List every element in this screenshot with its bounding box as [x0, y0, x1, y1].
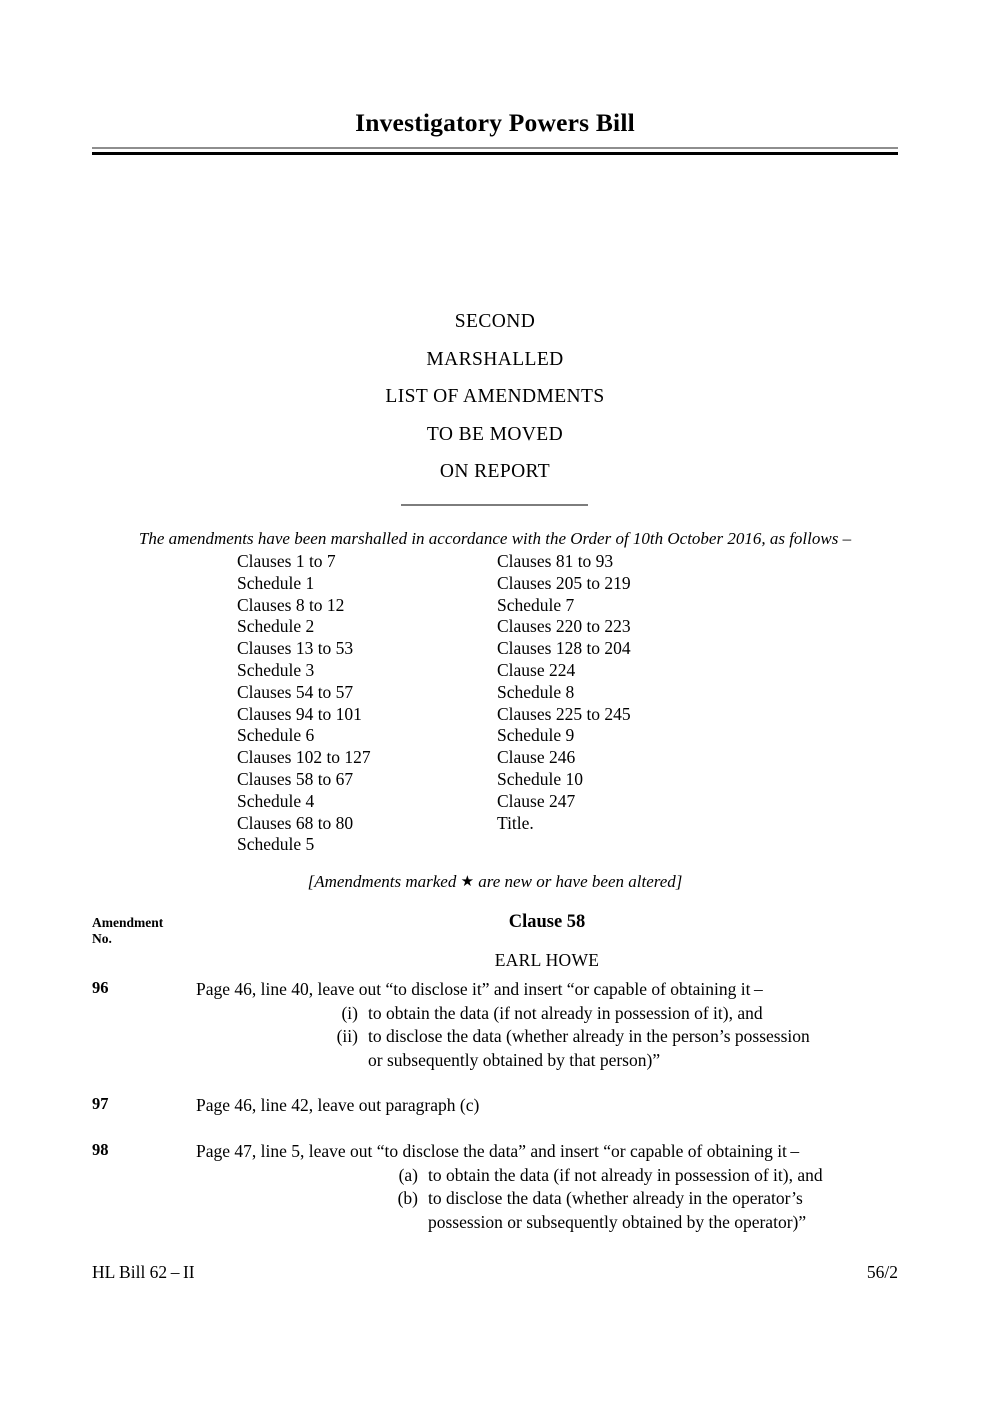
clause-entry: Schedule 3 — [237, 659, 315, 680]
amendment-no-column-label — [92, 915, 163, 946]
heading-line-list-of-amendments: LIST OF AMENDMENTS — [385, 386, 605, 408]
clause-entry: Clauses 58 to 67 — [237, 768, 354, 789]
clause-entry: Clause 247 — [497, 790, 576, 811]
amendment-no-label-line1: Amendment — [92, 915, 164, 930]
clause-entry: Clauses 81 to 93 — [497, 551, 614, 571]
sub-item-marker: (a) — [398, 1164, 418, 1185]
clause-entry: Schedule 10 — [497, 768, 584, 789]
amendment-entry — [0, 1140, 991, 1234]
clause-entry: Clauses 128 to 204 — [497, 638, 631, 659]
amendment-sub-list — [196, 1002, 898, 1073]
amendment-lead-text: Page 47, line 5, leave out “to disclose the data” and insert “or capable of obtaining it – — [196, 1140, 800, 1161]
clause-entry: Clauses 1 to 7 — [237, 551, 336, 571]
clause-entry: Clauses 220 to 223 — [497, 616, 631, 637]
star-note-prefix: [Amendments marked — [307, 872, 461, 891]
clause-entry: Schedule 7 — [497, 594, 575, 615]
amendment-spacer — [0, 1072, 991, 1094]
clause-entry: Clause 246 — [497, 747, 576, 768]
heading-line-to-be-moved: TO BE MOVED — [426, 423, 564, 445]
star-icon: ★ — [460, 874, 475, 890]
clause-entry: Clauses 68 to 80 — [237, 812, 354, 833]
amendments-list — [0, 978, 991, 1234]
sub-item-text: to obtain the data (if not already in possession of it), and — [428, 1164, 823, 1185]
star-note-suffix: are new or have been altered] — [474, 872, 683, 891]
amendment-lead-text: Page 46, line 42, leave out paragraph (c) — [196, 1095, 480, 1116]
marshalling-note: The amendments have been marshalled in accordance with the Order of 10th October 2016, as follows – — [138, 529, 852, 548]
amendment-sub-item — [196, 1025, 898, 1072]
title-rule-lower — [92, 152, 898, 155]
amendment-body — [196, 978, 898, 1072]
heading-line-second: SECOND — [454, 311, 536, 332]
amendment-lead-text: Page 46, line 40, leave out “to disclose it” and insert “or capable of obtaining it – — [196, 979, 763, 999]
clause-entry: Clauses 102 to 127 — [237, 747, 371, 768]
amendment-mover-name: EARL HOWE — [494, 950, 600, 970]
heading-line-marshalled: MARSHALLED — [426, 348, 564, 370]
sub-item-text: or subsequently obtained by that person)” — [368, 1049, 661, 1070]
clause-column-left — [237, 551, 371, 856]
amendment-sub-item — [196, 1164, 898, 1188]
sub-item-marker: (b) — [397, 1188, 418, 1209]
clause-column-right — [497, 551, 631, 834]
clause-entry: Clause 224 — [497, 659, 576, 680]
clause-entry: Schedule 4 — [237, 790, 315, 811]
clause-section-heading: Clause 58 — [508, 912, 586, 932]
heading-line-on-report: ON REPORT — [439, 461, 551, 483]
sub-item-text: possession or subsequently obtained by the operator)” — [428, 1211, 807, 1232]
clause-entry: Schedule 1 — [237, 572, 315, 593]
amendment-no-label-line2: No. — [92, 930, 112, 946]
section-divider-rule — [401, 504, 588, 506]
clause-entry: Schedule 9 — [497, 725, 575, 746]
amendment-number: 96 — [92, 978, 109, 997]
amendment-spacer — [0, 1118, 991, 1140]
sub-item-text: to disclose the data (whether already in the person’s possession — [368, 1026, 810, 1047]
clause-entry: Schedule 5 — [237, 834, 315, 855]
clause-entry: Clauses 205 to 219 — [497, 572, 631, 593]
star-legend-note — [92, 872, 898, 892]
amendment-sub-item — [196, 1187, 898, 1234]
footer-bill-reference: HL Bill 62 – II — [92, 1262, 195, 1282]
amendment-number: 98 — [92, 1139, 109, 1159]
clause-entry: Clauses 225 to 245 — [497, 703, 631, 724]
amendment-number: 97 — [92, 1094, 109, 1114]
clause-entry: Clauses 13 to 53 — [237, 638, 354, 659]
sub-item-text: to disclose the data (whether already in the operator’s — [428, 1188, 803, 1209]
clause-entry: Schedule 8 — [497, 681, 575, 702]
footer-page-number: 56/2 — [866, 1262, 898, 1282]
sub-item-text: to obtain the data (if not already in possession of it), and — [368, 1002, 763, 1023]
amendment-body — [196, 1094, 898, 1118]
clause-entry: Title. — [497, 812, 534, 833]
clause-entry: Schedule 6 — [237, 725, 315, 746]
amendment-entry — [0, 1094, 991, 1118]
clause-entry: Clauses 54 to 57 — [237, 681, 354, 702]
amendment-sub-list — [196, 1164, 898, 1235]
page-title: Investigatory Powers Bill — [355, 108, 635, 137]
title-rule-upper — [92, 147, 898, 149]
sub-item-marker: (i) — [341, 1002, 358, 1023]
sub-item-marker: (ii) — [336, 1026, 358, 1047]
amendment-body — [196, 1140, 898, 1234]
clause-entry: Clauses 8 to 12 — [237, 594, 345, 615]
clause-entry: Clauses 94 to 101 — [237, 703, 362, 724]
amendment-sub-item — [196, 1002, 898, 1026]
clause-entry: Schedule 2 — [237, 616, 315, 637]
document-heading-stack — [92, 303, 898, 491]
amendment-entry — [0, 978, 991, 1072]
